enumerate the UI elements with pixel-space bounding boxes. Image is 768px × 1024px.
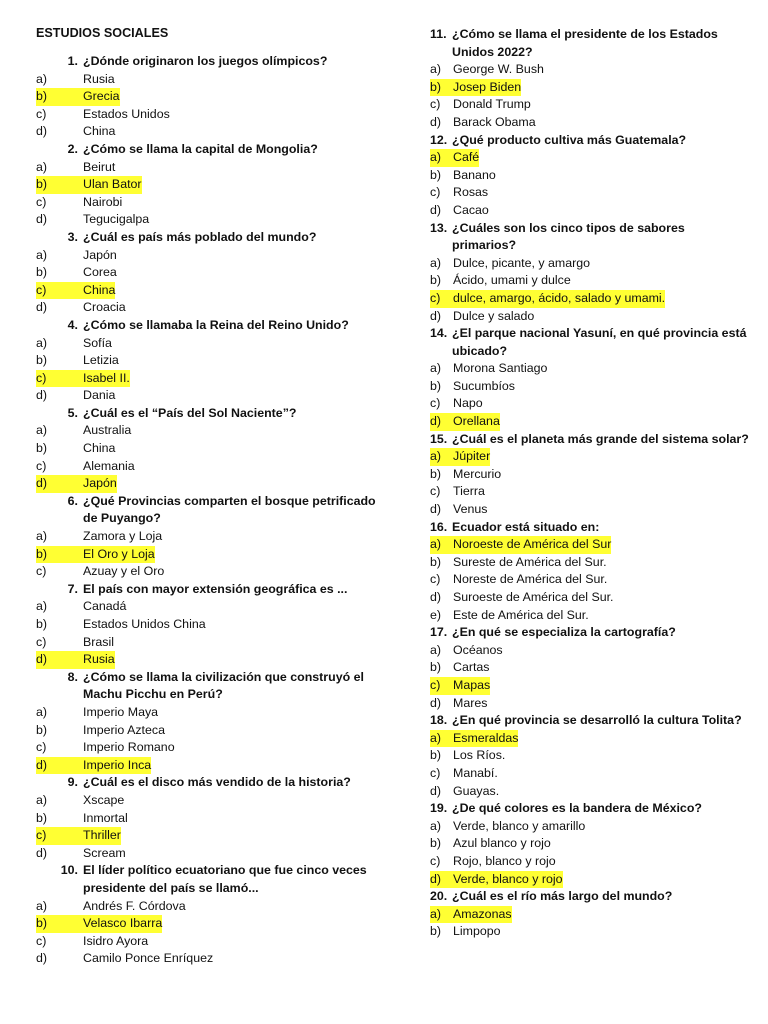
answer-option [430,255,750,273]
answer-option [430,184,750,202]
option-letter: d) [36,475,83,493]
answer-option [430,747,750,765]
answer-option [36,634,382,652]
question-number: 1. [67,54,78,68]
answer-option [36,898,382,916]
option-text: Grecia [83,88,120,106]
option-letter: d) [36,124,48,139]
option-letter: b) [430,79,453,97]
option-text: Nairobi [83,194,123,209]
option-text: El Oro y Loja [83,546,155,564]
option-letter: a) [36,71,48,86]
answer-option [36,159,382,177]
answer-option [36,299,382,317]
option-text: Orellana [453,413,500,431]
option-letter: d) [430,114,442,129]
option-text: Azul blanco y rojo [453,836,551,851]
answer-option-highlighted [36,757,382,775]
answer-option [430,466,750,484]
question [36,581,382,599]
option-letter: b) [36,441,48,456]
question [430,519,750,537]
question [430,888,750,906]
option-letter: c) [430,677,453,695]
option-text: Cacao [453,202,489,217]
option-text: Ulan Bator [83,176,142,194]
answer-option [430,360,750,378]
option-text: Imperio Azteca [83,722,165,737]
option-letter: c) [430,765,441,780]
question-number: 19. [430,801,448,816]
option-text: Noroeste de América del Sur [453,536,611,554]
question [36,229,382,247]
option-letter: a) [430,906,453,924]
option-text: Imperio Inca [83,757,151,775]
question-text: ¿Cuál es el disco más vendido de la historia? [83,775,351,790]
question [36,53,382,71]
answer-option-highlighted [430,448,750,466]
option-text: Imperio Romano [83,740,175,755]
option-letter: a) [430,448,453,466]
option-text: Azuay y el Oro [83,564,165,579]
option-text: Andrés F. Córdova [83,898,186,913]
question [430,220,750,255]
answer-option [36,71,382,89]
option-letter: a) [36,898,48,913]
answer-option [36,106,382,124]
answer-option [36,247,382,265]
question-number: 8. [67,669,78,684]
answer-option [430,501,750,519]
option-letter: a) [36,423,48,438]
question [430,624,750,642]
question [430,325,750,360]
answer-option [36,264,382,282]
answer-option-highlighted [36,370,382,388]
answer-option-highlighted [430,290,750,308]
answer-option [430,61,750,79]
answer-option [430,765,750,783]
answer-option [430,783,750,801]
option-letter: c) [36,827,83,845]
option-text: Amazonas [453,906,512,924]
option-text: Barack Obama [453,114,536,129]
option-letter: b) [430,748,442,763]
question-text: ¿Dónde originaron los juegos olímpicos? [83,54,328,68]
question-number: 11. [430,27,447,41]
option-letter: c) [430,290,453,308]
question-text: ¿Qué Provincias comparten el bosque petrificado de Puyango? [83,493,376,526]
question-number: 13. [430,220,448,235]
answer-option [36,792,382,810]
option-text: Isidro Ayora [83,933,149,948]
option-text: Josep Biden [453,79,521,97]
question-text: ¿Cómo se llamaba la Reina del Reino Unido? [83,317,349,332]
question-text: ¿Qué producto cultiva más Guatemala? [452,132,687,147]
option-text: Ácido, umami y dulce [453,273,571,288]
option-text: George W. Bush [453,62,544,77]
option-letter: c) [36,194,47,209]
question-text: Ecuador está situado en: [452,519,600,534]
option-text: Venus [453,502,488,517]
answer-option [430,659,750,677]
option-text: Donald Trump [453,97,531,112]
answer-option [36,810,382,828]
option-text: Scream [83,845,126,860]
answer-option [36,123,382,141]
question-text: ¿En qué se especializa la cartografía? [452,625,676,640]
answer-option-highlighted [430,730,750,748]
option-letter: b) [430,273,442,288]
answer-option-highlighted [36,88,382,106]
option-letter: a) [36,335,48,350]
option-text: Japón [83,475,117,493]
option-letter: b) [430,660,442,675]
question-number: 20. [430,889,448,904]
option-letter: c) [36,370,83,388]
question-text: ¿Cómo se llama el presidente de los Estados Unidos 2022? [452,27,718,59]
option-text: Estados Unidos China [83,617,206,631]
answer-option [36,528,382,546]
option-letter: b) [430,167,442,182]
option-letter: d) [430,871,453,889]
option-text: Cartas [453,660,490,675]
option-letter: a) [430,642,442,657]
option-text: dulce, amargo, ácido, salado y umami. [453,290,665,308]
option-text: Suroeste de América del Sur. [453,590,614,604]
question-number: 10. [60,863,78,878]
answer-option [36,598,382,616]
option-text: Dania [83,388,116,403]
option-letter: c) [36,634,47,649]
question-number: 2. [67,141,78,156]
answer-option [430,818,750,836]
option-letter: d) [430,202,442,217]
question-text: ¿El parque nacional Yasuní, en qué provincia está ubicado? [452,326,747,358]
question-text: ¿Cuál es país más poblado del mundo? [83,229,317,244]
option-letter: c) [430,97,441,112]
option-text: Tegucigalpa [83,212,150,227]
option-text: Rosas [453,185,489,200]
option-letter: c) [36,740,47,755]
question-text: El líder político ecuatoriano que fue cinco veces presidente del país se llamó... [83,863,367,895]
option-letter: e) [430,607,442,622]
option-letter: c) [430,853,441,868]
answer-option [36,616,382,634]
option-letter: b) [36,265,48,280]
question [430,26,750,61]
question [430,800,750,818]
option-letter: a) [430,818,442,833]
answer-option [36,458,382,476]
answer-option [430,395,750,413]
answer-option [430,695,750,713]
question-number: 3. [67,229,78,244]
option-text: Thriller [83,827,121,845]
option-text: Australia [83,423,132,438]
option-letter: d) [36,845,48,860]
option-letter: d) [36,300,48,315]
option-text: Canadá [83,599,127,614]
question [36,774,382,792]
answer-option [430,571,750,589]
option-letter: c) [430,185,441,200]
option-text: Mares [453,695,488,710]
answer-option-highlighted [430,536,750,554]
question-text: ¿Cómo se llama la capital de Mongolia? [83,141,318,156]
answer-option [430,96,750,114]
option-text: Inmortal [83,810,128,825]
option-letter: d) [430,590,442,604]
option-text: Esmeraldas [453,730,518,748]
answer-option [36,933,382,951]
answer-option-highlighted [36,915,382,933]
answer-option [430,202,750,220]
option-text: Rojo, blanco y rojo [453,853,556,868]
answer-option [36,440,382,458]
option-text: China [83,282,115,300]
option-text: Sucumbíos [453,378,515,393]
option-text: Croacia [83,300,126,315]
option-text: Letizia [83,353,119,368]
option-text: China [83,124,116,139]
answer-option [36,352,382,370]
option-text: Guayas. [453,783,500,798]
option-text: Brasil [83,634,114,649]
answer-option [430,589,750,607]
answer-option [430,607,750,625]
option-text: Océanos [453,642,503,657]
question [36,405,382,423]
option-text: Este de América del Sur. [453,607,589,622]
question-number: 15. [430,431,448,446]
option-letter: c) [36,933,47,948]
question-number: 12. [430,132,448,147]
option-text: Camilo Ponce Enríquez [83,951,214,966]
option-letter: b) [36,546,83,564]
option-letter: b) [430,554,442,569]
option-letter: a) [430,361,442,376]
question-text: ¿Cuál es el planeta más grande del sistema solar? [452,431,749,446]
option-text: Limpopo [453,924,501,939]
question-text: El país con mayor extensión geográfica es ... [83,581,348,596]
option-text: China [83,441,116,456]
answer-option [430,308,750,326]
option-text: Dulce, picante, y amargo [453,255,591,270]
option-text: Mapas [453,677,490,695]
option-text: Rusia [83,651,115,669]
answer-option [430,642,750,660]
answer-option [430,378,750,396]
answer-option [36,563,382,581]
answer-option [430,167,750,185]
option-letter: a) [36,247,48,262]
option-text: Velasco Ibarra [83,915,162,933]
answer-option [36,950,382,968]
option-letter: b) [36,176,83,194]
option-letter: a) [36,792,48,807]
option-letter: d) [36,951,48,966]
question-number: 6. [67,493,78,508]
answer-option-highlighted [430,149,750,167]
question [36,141,382,159]
answer-option [36,422,382,440]
option-letter: a) [430,62,442,77]
question-number: 4. [67,317,78,332]
answer-option-highlighted [430,677,750,695]
option-text: Manabí. [453,765,498,780]
option-text: Café [453,149,479,167]
option-text: Beirut [83,159,116,174]
option-letter: a) [430,255,442,270]
answer-option [430,114,750,132]
left-column [36,53,382,968]
option-text: Júpiter [453,448,490,466]
question-text: ¿Cuáles son los cinco tipos de sabores primarios? [452,220,685,253]
option-text: Morona Santiago [453,361,548,376]
option-text: Corea [83,265,117,280]
answer-option-highlighted [36,282,382,300]
question-number: 17. [430,625,448,640]
question [36,862,382,897]
question-number: 5. [67,405,78,420]
question-number: 18. [430,713,448,728]
option-text: Estados Unidos [83,106,170,121]
answer-option-highlighted [36,176,382,194]
question [36,493,382,528]
question-text: ¿Cuál es el río más largo del mundo? [452,889,673,904]
option-letter: d) [430,695,442,710]
option-letter: a) [36,159,48,174]
answer-option [430,554,750,572]
option-letter: a) [36,599,48,614]
answer-option [430,835,750,853]
question-number: 9. [67,775,78,790]
answer-option-highlighted [36,651,382,669]
option-letter: b) [36,617,48,631]
option-letter: c) [430,396,441,411]
answer-option [36,739,382,757]
option-letter: b) [36,722,48,737]
option-text: Verde, blanco y amarillo [453,818,586,833]
question [36,317,382,335]
option-letter: a) [430,536,453,554]
option-text: Xscape [83,792,125,807]
option-text: Tierra [453,484,485,499]
option-text: Dulce y salado [453,308,535,323]
option-letter: d) [36,757,83,775]
option-letter: d) [430,502,442,517]
question-number: 16. [430,519,448,534]
question-text: ¿Cuál es el “País del Sol Naciente”? [83,405,297,420]
answer-option [36,845,382,863]
option-letter: c) [36,282,83,300]
option-letter: d) [36,388,48,403]
option-letter: c) [36,106,47,121]
answer-option [36,211,382,229]
option-letter: c) [430,572,441,587]
option-letter: b) [430,466,442,481]
option-text: Japón [83,247,117,262]
option-text: Alemania [83,458,135,473]
option-text: Imperio Maya [83,704,159,719]
right-column [430,26,750,941]
question-text: ¿Cómo se llama la civilización que construyó el Machu Picchu en Perú? [83,669,364,702]
option-text: Napo [453,396,483,411]
answer-option-highlighted [430,906,750,924]
option-letter: a) [36,704,48,719]
option-text: Los Ríos. [453,748,506,763]
option-text: Sofía [83,335,112,350]
answer-option-highlighted [36,827,382,845]
option-letter: a) [36,529,48,544]
option-letter: b) [36,353,48,368]
answer-option [36,387,382,405]
option-letter: d) [36,212,48,227]
option-text: Rusia [83,71,115,86]
question-text: ¿De qué colores es la bandera de México? [452,801,702,816]
page-title: ESTUDIOS SOCIALES [36,26,169,40]
option-letter: c) [430,484,441,499]
question-number: 14. [430,326,448,341]
option-letter: b) [36,810,48,825]
option-letter: d) [430,413,453,431]
answer-option [430,272,750,290]
option-letter: a) [430,149,453,167]
answer-option [36,194,382,212]
option-letter: b) [36,88,83,106]
option-text: Zamora y Loja [83,529,163,544]
option-letter: c) [36,564,47,579]
answer-option [36,722,382,740]
option-text: Noreste de América del Sur. [453,572,608,587]
option-text: Banano [453,167,496,182]
option-text: Mercurio [453,466,502,481]
option-letter: b) [430,836,442,851]
answer-option-highlighted [36,546,382,564]
answer-option [430,853,750,871]
question [430,132,750,150]
question [430,712,750,730]
question-number: 7. [67,581,78,596]
answer-option [430,483,750,501]
option-text: Isabel II. [83,370,130,388]
question [430,431,750,449]
option-letter: c) [36,458,47,473]
question [36,669,382,704]
option-letter: d) [430,783,442,798]
option-letter: d) [36,651,83,669]
answer-option [36,704,382,722]
option-text: Verde, blanco y rojo [453,871,563,889]
option-letter: a) [430,730,453,748]
option-letter: b) [430,378,442,393]
answer-option [36,335,382,353]
answer-option-highlighted [430,413,750,431]
option-letter: b) [430,924,442,939]
option-letter: d) [430,308,442,323]
question-text: ¿En qué provincia se desarrolló la cultura Tolita? [452,713,742,728]
option-text: Sureste de América del Sur. [453,554,607,569]
answer-option-highlighted [36,475,382,493]
option-letter: b) [36,915,83,933]
answer-option-highlighted [430,79,750,97]
answer-option [430,923,750,941]
answer-option-highlighted [430,871,750,889]
